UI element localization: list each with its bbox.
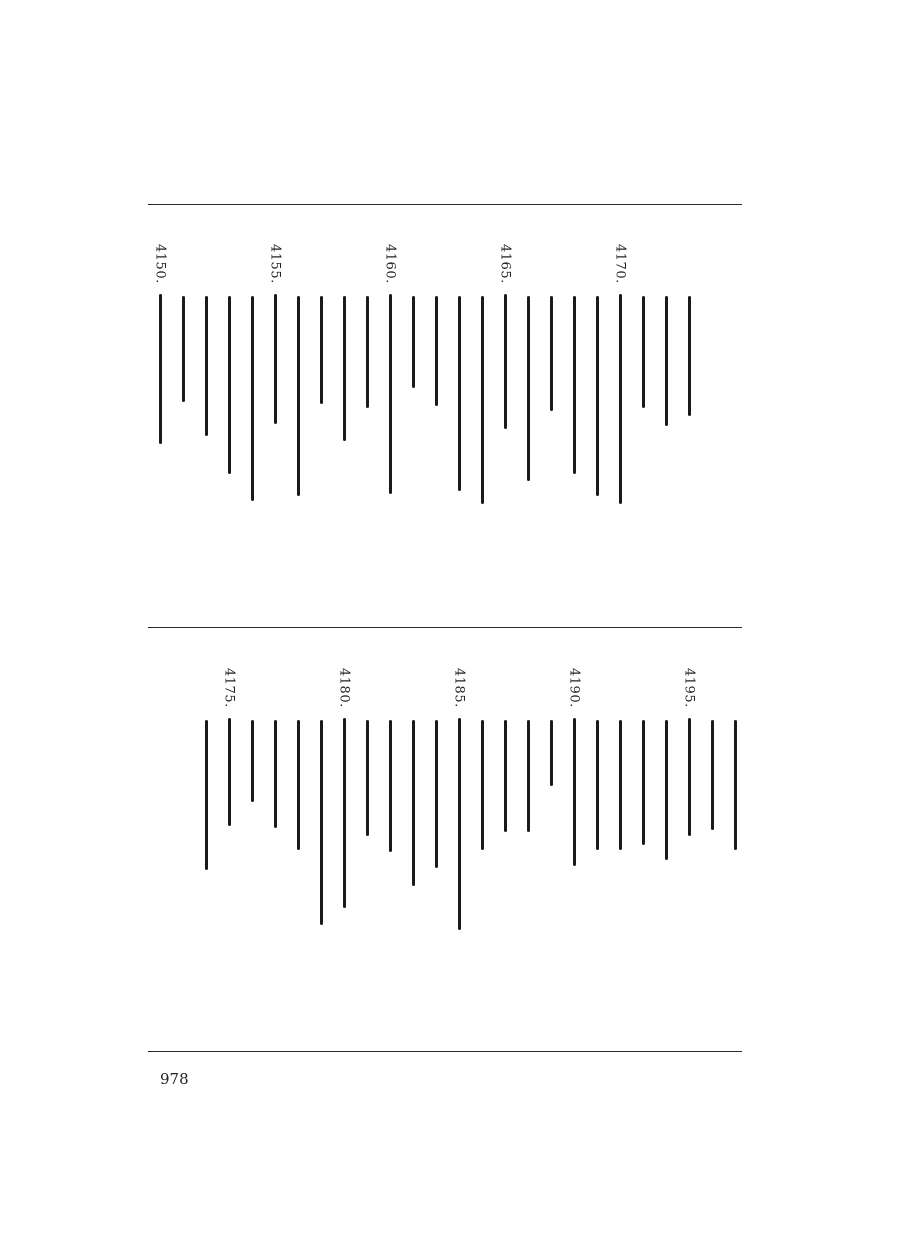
mongolian-script-line [274, 294, 277, 424]
mongolian-script-line [504, 294, 507, 429]
lower-text-column-14 [425, 714, 447, 868]
mongolian-script-line [389, 294, 392, 494]
mongolian-script-line [619, 294, 622, 504]
mongolian-script-line [389, 720, 392, 852]
upper-line-4150 [149, 244, 171, 444]
mongolian-script-line [619, 720, 622, 850]
upper-line-4165 [494, 244, 516, 429]
mongolian-script-line [159, 294, 162, 444]
upper-text-column-1 [678, 290, 700, 416]
mongolian-script-line [366, 296, 369, 408]
mongolian-script-line [366, 720, 369, 836]
upper-text-column-21 [218, 290, 240, 474]
upper-text-column-7 [540, 290, 562, 411]
lower-text-column-15 [402, 714, 424, 886]
lower-text-column-21 [264, 714, 286, 828]
mongolian-script-line [435, 720, 438, 868]
mongolian-script-line [504, 720, 507, 832]
line-number: 4155. [267, 244, 283, 284]
line-number: 4170. [612, 244, 628, 284]
upper-line-4160 [379, 244, 401, 494]
line-number: 4195. [681, 668, 697, 708]
bottom-rule [148, 1051, 742, 1052]
lower-line-4180 [333, 668, 355, 908]
mongolian-script-line [412, 720, 415, 886]
page-number: 978 [160, 1070, 189, 1088]
lower-text-column-2 [701, 714, 723, 830]
lower-text-column-12 [471, 714, 493, 850]
mongolian-script-line [688, 718, 691, 836]
mongolian-script-line [596, 720, 599, 850]
upper-text-column-23 [172, 290, 194, 402]
upper-text-column-16 [333, 290, 355, 441]
mongolian-script-line [343, 296, 346, 441]
line-number: 4150. [152, 244, 168, 284]
mongolian-script-line [481, 296, 484, 504]
mongolian-script-line [297, 720, 300, 850]
upper-text-column-5 [586, 290, 608, 496]
mongolian-script-line [481, 720, 484, 850]
upper-text-column-22 [195, 290, 217, 436]
lower-text-column-20 [287, 714, 309, 850]
upper-text-column-6 [563, 290, 585, 474]
upper-text-column-2 [655, 290, 677, 426]
mongolian-script-line [596, 296, 599, 496]
mongolian-script-line [251, 296, 254, 501]
mongolian-script-line [642, 720, 645, 845]
mongolian-script-line [205, 720, 208, 870]
line-number: 4180. [336, 668, 352, 708]
mongolian-script-line [458, 718, 461, 930]
line-number: 4160. [382, 244, 398, 284]
mongolian-script-line [228, 718, 231, 826]
lower-text-column-11 [494, 714, 516, 832]
mongolian-script-line [320, 296, 323, 404]
lower-text-column-5 [632, 714, 654, 845]
mongolian-script-line [412, 296, 415, 388]
mongolian-script-line [343, 718, 346, 908]
line-number: 4175. [221, 668, 237, 708]
mongolian-script-line [688, 296, 691, 416]
lower-text-column-4 [655, 714, 677, 860]
lower-text-column-17 [356, 714, 378, 836]
upper-text-column-11 [448, 290, 470, 491]
mongolian-script-line [435, 296, 438, 406]
line-number: 4185. [451, 668, 467, 708]
mongolian-script-line [251, 720, 254, 802]
upper-text-column-15 [356, 290, 378, 408]
mongolian-script-line [573, 718, 576, 866]
lower-text-column-6 [609, 714, 631, 850]
upper-text-column-13 [402, 290, 424, 388]
middle-rule [148, 627, 742, 628]
upper-text-column-12 [425, 290, 447, 406]
top-rule [148, 204, 742, 205]
upper-text-column-10 [471, 290, 493, 504]
line-number: 4165. [497, 244, 513, 284]
lower-line-4185 [448, 668, 470, 930]
lower-text-column-16 [379, 714, 401, 852]
mongolian-script-line [665, 720, 668, 860]
mongolian-script-line [527, 720, 530, 832]
mongolian-script-line [182, 296, 185, 402]
lower-text-column-7 [586, 714, 608, 850]
lower-line-4190 [563, 668, 585, 866]
lower-text-column-22 [241, 714, 263, 802]
upper-line-4170 [609, 244, 631, 504]
upper-text-column-17 [310, 290, 332, 404]
mongolian-script-line [550, 296, 553, 411]
mongolian-script-line [665, 296, 668, 426]
mongolian-script-line [642, 296, 645, 408]
mongolian-script-line [550, 720, 553, 786]
line-number: 4190. [566, 668, 582, 708]
lower-line-4175 [218, 668, 240, 826]
mongolian-script-line [711, 720, 714, 830]
upper-line-4155 [264, 244, 286, 424]
mongolian-script-line [205, 296, 208, 436]
lower-text-column-1 [724, 714, 746, 850]
mongolian-script-line [734, 720, 737, 850]
lower-text-column-9 [540, 714, 562, 786]
mongolian-script-line [573, 296, 576, 474]
mongolian-script-line [527, 296, 530, 481]
mongolian-script-line [458, 296, 461, 491]
mongolian-script-line [228, 296, 231, 474]
upper-text-column-3 [632, 290, 654, 408]
upper-text-column-18 [287, 290, 309, 496]
lower-line-4195 [678, 668, 700, 836]
lower-text-column-10 [517, 714, 539, 832]
upper-text-column-8 [517, 290, 539, 481]
lower-text-column-19 [310, 714, 332, 925]
mongolian-script-line [297, 296, 300, 496]
mongolian-script-line [320, 720, 323, 925]
mongolian-script-line [274, 720, 277, 828]
lower-text-column-24 [195, 714, 217, 870]
upper-text-column-20 [241, 290, 263, 501]
